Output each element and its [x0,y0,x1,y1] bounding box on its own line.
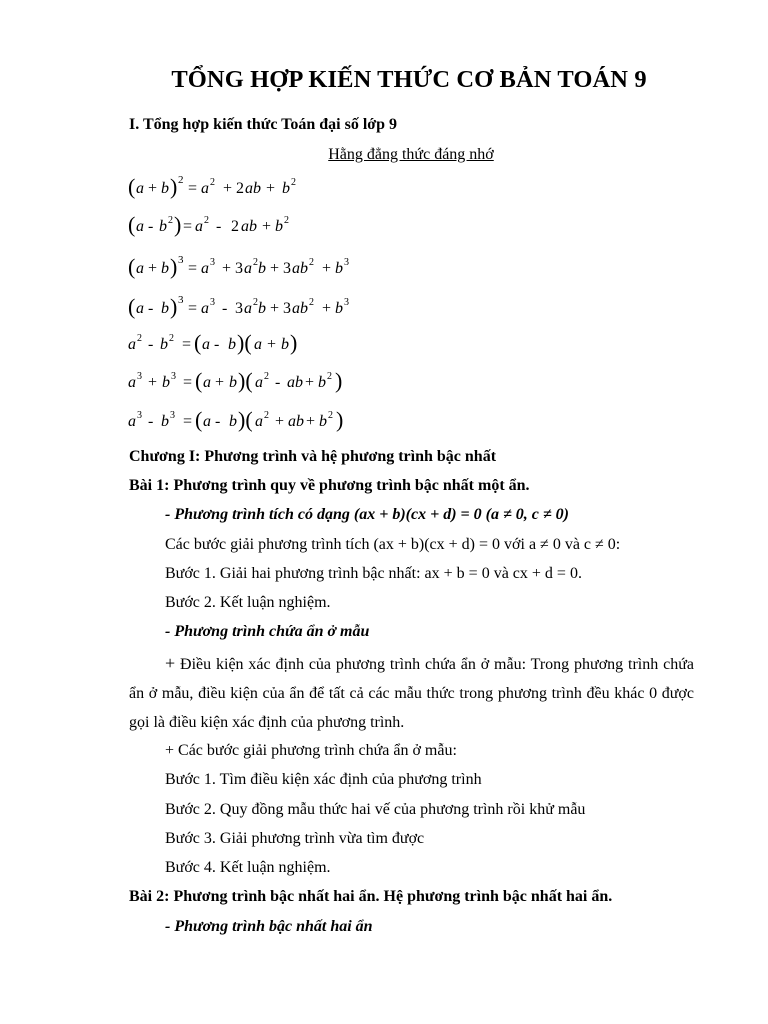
svg-text:2: 2 [236,180,244,197]
svg-text:b: b [275,218,283,235]
svg-text:b: b [335,260,343,277]
svg-text:+: + [148,180,158,197]
svg-text:-: - [214,336,220,353]
section-heading-algebra: I. Tổng hợp kiến thức Toán đại số lớp 9 [129,116,398,133]
svg-text:b: b [229,413,237,430]
svg-text:=: = [183,374,193,391]
svg-text:+: + [148,374,158,391]
svg-text:(: ( [128,254,136,279]
svg-text:=: = [182,336,192,353]
svg-text:+: + [306,413,316,430]
svg-text:b: b [281,336,289,353]
svg-text:=: = [188,180,198,197]
svg-text:-: - [148,336,154,353]
linear-two-variable-heading: - Phương trình bậc nhất hai ẩn [165,918,373,935]
denominator-step-3: Bước 3. Giải phương trình vừa tìm được [165,830,425,847]
svg-text:3: 3 [283,300,291,317]
svg-text:+: + [270,300,280,317]
svg-text:2: 2 [210,177,215,188]
svg-text:a: a [255,413,263,430]
svg-text:a: a [128,336,136,353]
identity-formula-4 [128,292,368,322]
svg-text:-: - [148,218,154,235]
svg-text:3: 3 [137,371,142,382]
svg-text:)(: )( [237,330,252,355]
svg-text:2: 2 [264,371,269,382]
svg-text:ab: ab [292,260,308,277]
svg-text:): ) [336,407,344,432]
svg-text:+: + [270,260,280,277]
condition-paragraph-text: Điều kiện xác định của phương trình chứa ẩn ở mẫu: Trong phương trình chứa ẩn ở mẫu, điều kiện của ẩn để tất cả các mẫu thức trong phương trình đều khác 0 được gọi là điều kiện xác định của phương trình. [129,656,694,731]
svg-text:+: + [322,260,332,277]
svg-text:a: a [244,260,252,277]
svg-text:=: = [183,413,193,430]
condition-paragraph [129,649,694,737]
svg-text:b: b [318,374,326,391]
svg-text:2: 2 [291,177,296,188]
svg-text:b: b [258,260,266,277]
svg-text:b: b [161,260,169,277]
svg-text:2: 2 [168,215,173,226]
svg-text:)(: )( [238,368,253,393]
svg-text:a: a [128,374,136,391]
svg-text:): ) [174,212,182,237]
svg-text:): ) [335,368,343,393]
svg-text:): ) [170,174,178,199]
identity-formula-1 [128,172,348,202]
denominator-equation-heading: - Phương trình chứa ẩn ở mẫu [165,623,370,640]
document-title: TỔNG HỢP KIẾN THỨC CƠ BẢN TOÁN 9 [171,66,647,93]
svg-text:b: b [162,374,170,391]
svg-text:3: 3 [137,410,142,421]
svg-text:a: a [201,180,209,197]
lesson-1-heading: Bài 1: Phương trình quy về phương trình bậc nhất một ẩn. [129,477,530,494]
svg-text:3: 3 [210,297,215,308]
plus-bullet: + [165,653,176,673]
svg-text:+: + [262,218,272,235]
svg-text:2: 2 [328,410,333,421]
svg-text:a: a [201,300,209,317]
svg-text:3: 3 [178,294,184,306]
svg-text:a: a [203,374,211,391]
svg-text:b: b [159,218,167,235]
svg-text:(: ( [194,330,202,355]
svg-text:+: + [148,260,158,277]
svg-text:ab: ab [241,218,257,235]
identity-formula-5 [128,328,348,358]
svg-text:b: b [229,374,237,391]
svg-text:3: 3 [283,260,291,277]
svg-text:a: a [203,413,211,430]
svg-text:3: 3 [171,371,176,382]
product-equation-step-1: Bước 1. Giải hai phương trình bậc nhất: ax + b = 0 và cx + d = 0. [165,565,582,582]
svg-text:+: + [222,260,232,277]
svg-text:2: 2 [178,174,184,186]
svg-text:a: a [202,336,210,353]
svg-text:3: 3 [344,257,349,268]
svg-text:): ) [170,294,178,319]
svg-text:2: 2 [204,215,209,226]
svg-text:2: 2 [309,297,314,308]
svg-text:+: + [305,374,315,391]
svg-text:b: b [335,300,343,317]
svg-text:=: = [188,300,198,317]
svg-text:+: + [322,300,332,317]
product-equation-heading: - Phương trình tích có dạng (ax + b)(cx + d) = 0 (a ≠ 0, c ≠ 0) [165,506,569,523]
svg-text:b: b [258,300,266,317]
identity-formula-3 [128,252,368,282]
product-equation-step-2: Bước 2. Kết luận nghiệm. [165,594,331,611]
svg-text:3: 3 [210,257,215,268]
svg-text:a: a [201,260,209,277]
svg-text:a: a [254,336,262,353]
svg-text:-: - [148,413,154,430]
svg-text:a: a [244,300,252,317]
product-equation-steps-intro: Các bước giải phương trình tích (ax + b)(cx + d) = 0 với a ≠ 0 và c ≠ 0: [165,536,621,553]
identity-formula-7 [128,405,368,435]
denominator-step-2: Bước 2. Quy đồng mẫu thức hai vế của phương trình rồi khử mẫu [165,801,586,818]
svg-text:=: = [188,260,198,277]
svg-text:b: b [160,336,168,353]
svg-text:ab: ab [245,180,261,197]
svg-text:2: 2 [327,371,332,382]
svg-text:-: - [148,300,154,317]
svg-text:=: = [183,218,193,235]
svg-text:3: 3 [178,254,184,266]
svg-text:b: b [161,413,169,430]
svg-text:): ) [290,330,298,355]
denominator-step-4: Bước 4. Kết luận nghiệm. [165,859,331,876]
svg-text:(: ( [128,174,136,199]
svg-text:a: a [255,374,263,391]
identity-formula-6 [128,366,368,396]
lesson-2-heading: Bài 2: Phương trình bậc nhất hai ẩn. Hệ phương trình bậc nhất hai ẩn. [129,888,613,905]
svg-text:3: 3 [170,410,175,421]
identity-formula-2 [128,210,348,240]
svg-text:(: ( [128,294,136,319]
svg-text:a: a [136,218,144,235]
svg-text:+: + [267,336,277,353]
svg-text:-: - [222,300,228,317]
svg-text:+: + [266,180,276,197]
svg-text:ab: ab [292,300,308,317]
chapter-heading: Chương I: Phương trình và hệ phương trình bậc nhất [129,448,497,465]
svg-text:b: b [161,300,169,317]
svg-text:b: b [319,413,327,430]
svg-text:-: - [215,413,221,430]
svg-text:(: ( [128,212,136,237]
svg-text:ab: ab [287,374,303,391]
svg-text:a: a [195,218,203,235]
denominator-steps-intro: + Các bước giải phương trình chứa ẩn ở mẫu: [165,742,457,759]
svg-text:b: b [228,336,236,353]
svg-text:a: a [136,300,144,317]
svg-text:a: a [128,413,136,430]
svg-text:(: ( [195,407,203,432]
svg-text:+: + [275,413,285,430]
svg-text:b: b [282,180,290,197]
svg-text:3: 3 [344,297,349,308]
svg-text:-: - [275,374,281,391]
svg-text:(: ( [195,368,203,393]
svg-text:2: 2 [264,410,269,421]
svg-text:ab: ab [288,413,304,430]
svg-text:b: b [161,180,169,197]
svg-text:3: 3 [235,300,243,317]
denominator-step-1: Bước 1. Tìm điều kiện xác định của phương trình [165,771,482,788]
svg-text:a: a [136,180,144,197]
svg-text:): ) [170,254,178,279]
svg-text:a: a [136,260,144,277]
svg-text:2: 2 [253,297,258,308]
svg-text:-: - [216,218,222,235]
svg-text:2: 2 [284,215,289,226]
svg-text:)(: )( [238,407,253,432]
svg-text:+: + [223,180,233,197]
svg-text:2: 2 [169,333,174,344]
svg-text:2: 2 [231,218,239,235]
identities-subheading: Hằng đẳng thức đáng nhớ [328,146,494,163]
svg-text:2: 2 [309,257,314,268]
svg-text:2: 2 [137,333,142,344]
svg-text:+: + [215,374,225,391]
svg-text:3: 3 [235,260,243,277]
svg-text:2: 2 [253,257,258,268]
